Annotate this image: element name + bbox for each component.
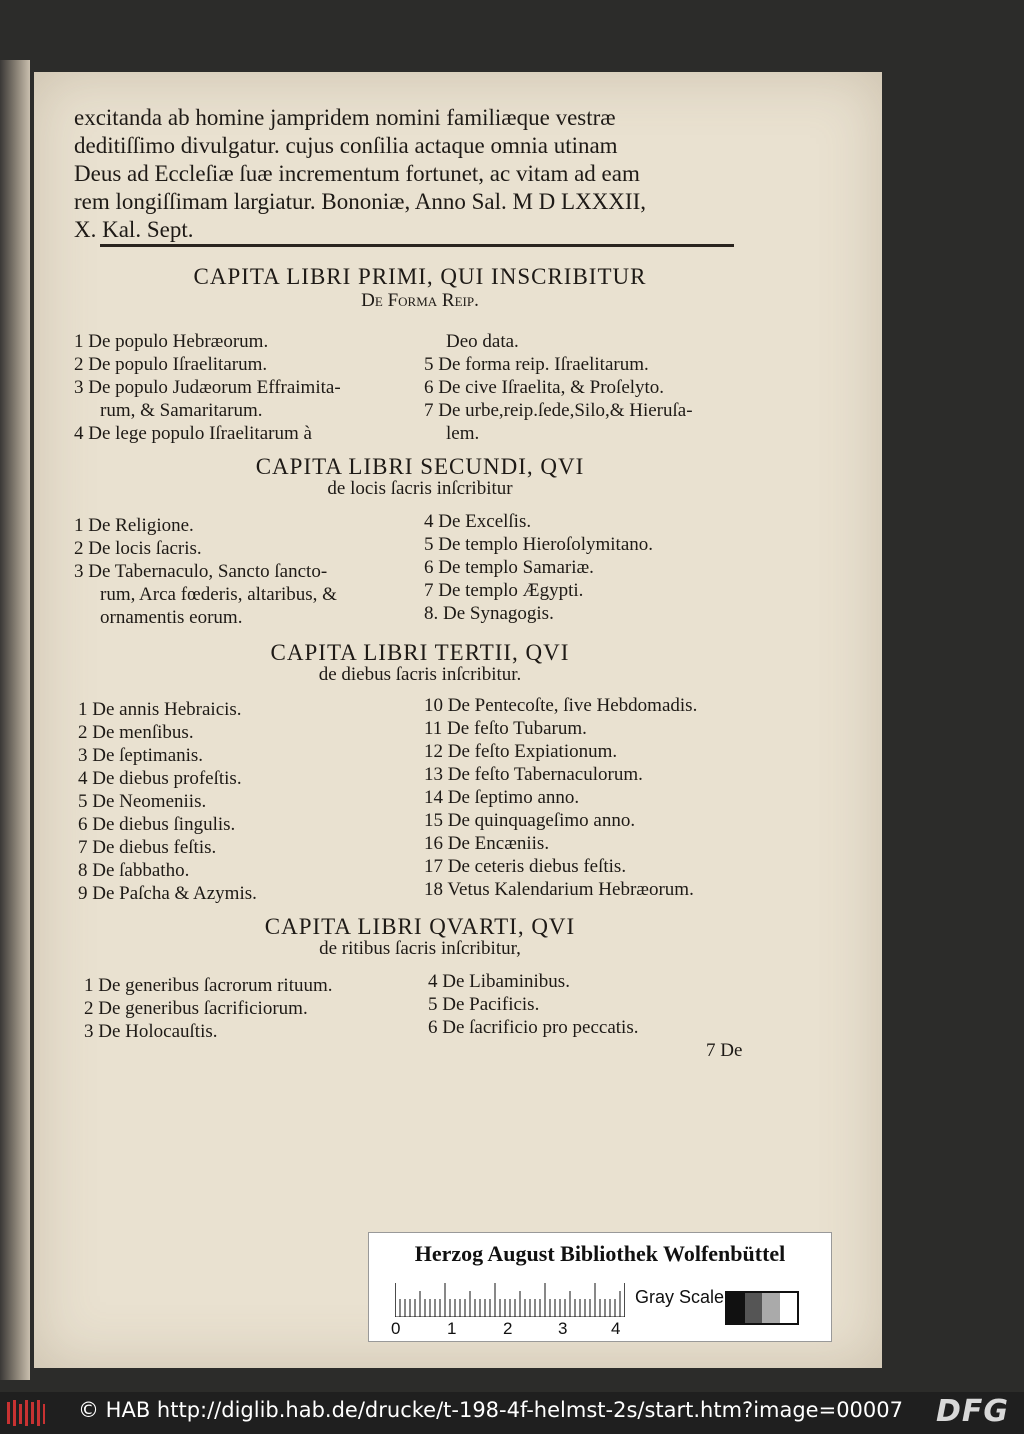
- intro-line: Deus ad Eccleſiæ ſuæ incrementum fortunet, ac vitam ad eam: [74, 161, 640, 186]
- chapter-list-left-book-2: [74, 514, 337, 629]
- chapter-entry: 3 De Holocauſtis.: [84, 1021, 218, 1042]
- chapter-entry: 6 De templo Samariæ.: [424, 557, 594, 578]
- hab-logo-icon: [6, 1398, 46, 1428]
- intro-line: excitanda ab homine jampridem nomini familiæque vestræ: [74, 105, 616, 130]
- chapter-list-left-book-1: [74, 330, 341, 445]
- stamp-title: Herzog August Bibliothek Wolfenbüttel: [414, 1241, 786, 1266]
- chapter-entry: 6 De ſacrificio pro peccatis.: [428, 1017, 639, 1038]
- chapter-entry: 2 De populo Iſraelitarum.: [74, 354, 268, 375]
- chapter-entry: 5 De Neomeniis.: [78, 791, 207, 812]
- chapter-entry: 1 De generibus ſacrorum rituum.: [84, 975, 333, 996]
- grayscale-bar: [725, 1291, 799, 1325]
- chapter-entry: 10 De Pentecoſte, ſive Hebdomadis.: [424, 695, 698, 716]
- chapter-entry: 4 De lege populo Iſraelitarum à: [74, 423, 312, 444]
- section-subheading-book-3: de diebus ſacris inſcribitur.: [318, 664, 522, 685]
- chapter-entry: 5 De Pacificis.: [428, 994, 540, 1015]
- ruler-scale: [395, 1283, 625, 1317]
- chapter-entry: 4 De Excelſis.: [424, 511, 532, 532]
- intro-line: X. Kal. Sept.: [74, 217, 194, 242]
- section-heading-book-1: CAPITA LIBRI PRIMI, QUI INSCRIBITUR: [193, 264, 647, 289]
- dfg-logo: DFG: [936, 1394, 1010, 1429]
- chapter-entry: rum, & Samaritarum.: [100, 400, 263, 421]
- library-stamp: [368, 1232, 832, 1342]
- chapter-entry: 7 De templo Ægypti.: [424, 580, 584, 601]
- chapter-list-left-book-4: [84, 974, 333, 1043]
- chapter-entry: rum, Arca fœderis, altaribus, &: [100, 584, 337, 605]
- chapter-entry: 1 De populo Hebræorum.: [74, 331, 269, 352]
- intro-paragraph: [74, 104, 774, 244]
- copyright-link[interactable]: © HAB http://diglib.hab.de/drucke/t-198-4f-helmst-2s/start.htm?image=00007: [78, 1398, 903, 1422]
- chapter-entry: 5 De templo Hieroſolymitano.: [424, 534, 654, 555]
- chapter-entry: 3 De populo Judæorum Effraimita-: [74, 377, 341, 398]
- section-heading-book-4: CAPITA LIBRI QVARTI, QVI: [264, 914, 576, 939]
- section-subheading-book-4: de ritibus ſacris inſcribitur,: [319, 938, 521, 959]
- chapter-entry: 4 De Libaminibus.: [428, 971, 570, 992]
- chapter-entry: 8 De ſabbatho.: [78, 860, 190, 881]
- chapter-entry: 8. De Synagogis.: [424, 603, 554, 624]
- chapter-list-right-book-4: [428, 970, 638, 1039]
- chapter-entry: 1 De Religione.: [74, 515, 194, 536]
- chapter-entry: 3 De Tabernaculo, Sancto ſancto-: [74, 561, 328, 582]
- ruler-number: 4: [611, 1319, 621, 1338]
- ruler-number: 3: [558, 1319, 568, 1338]
- intro-line: deditiſſimo divulgatur. cujus conſilia actaque omnia utinam: [74, 133, 618, 158]
- chapter-entry: 3 De ſeptimanis.: [78, 745, 204, 766]
- intro-line: rem longiſſimam largiatur. Bononiæ, Anno Sal. M D LXXXII,: [74, 189, 646, 214]
- chapter-entry: 16 De Encæniis.: [424, 833, 550, 854]
- chapter-entry: 7 De diebus feſtis.: [78, 837, 217, 858]
- chapter-list-right-book-1: [424, 330, 693, 445]
- grayscale-swatch: [762, 1293, 780, 1323]
- ruler-number: 1: [447, 1319, 457, 1338]
- chapter-entry: 9 De Paſcha & Azymis.: [78, 883, 257, 904]
- grayscale-swatch: [780, 1293, 798, 1323]
- chapter-entry: 14 De ſeptimo anno.: [424, 787, 580, 808]
- chapter-entry: 6 De cive Iſraelita, & Proſelyto.: [424, 377, 665, 398]
- section-subheading-book-2: de locis ſacris inſcribitur: [327, 478, 513, 499]
- chapter-entry: 12 De feſto Expiationum.: [424, 741, 618, 762]
- chapter-entry: 6 De diebus ſingulis.: [78, 814, 236, 835]
- ruler-number: 0: [391, 1319, 401, 1338]
- book-edge: [0, 60, 30, 1380]
- chapter-list-right-book-3: [424, 694, 697, 901]
- chapter-entry: 2 De menſibus.: [78, 722, 194, 743]
- chapter-entry: 18 Vetus Kalendarium Hebræorum.: [424, 879, 694, 900]
- section-heading-book-3: CAPITA LIBRI TERTII, QVI: [270, 640, 570, 665]
- chapter-entry: 15 De quinquageſimo anno.: [424, 810, 636, 831]
- chapter-entry: 2 De generibus ſacrificiorum.: [84, 998, 308, 1019]
- chapter-entry: 13 De feſto Tabernaculorum.: [424, 764, 643, 785]
- chapter-entry: 5 De forma reip. Iſraelitarum.: [424, 354, 649, 375]
- chapter-entry: lem.: [446, 423, 480, 444]
- chapter-entry: 4 De diebus profeſtis.: [78, 768, 242, 789]
- grayscale-label: Gray Scale: [635, 1287, 725, 1307]
- chapter-entry: 7 De urbe,reip.ſede,Silo,& Hieruſa-: [424, 400, 693, 421]
- chapter-entry: ornamentis eorum.: [100, 607, 243, 628]
- section-heading-book-2: CAPITA LIBRI SECUNDI, QVI: [255, 454, 585, 479]
- chapter-entry: 1 De annis Hebraicis.: [78, 699, 242, 720]
- chapter-entry: Deo data.: [446, 331, 519, 352]
- grayscale-swatch: [727, 1293, 745, 1323]
- chapter-list-right-book-2: [424, 510, 653, 625]
- grayscale-swatch: [745, 1293, 763, 1323]
- chapter-entry: 11 De feſto Tubarum.: [424, 718, 587, 739]
- viewer-footer: [0, 1392, 1024, 1434]
- chapter-entry: 2 De locis ſacris.: [74, 538, 202, 559]
- section-divider-rule: [100, 244, 734, 247]
- section-subheading-book-1: De Forma Reip.: [361, 290, 479, 311]
- chapter-entry: 17 De ceteris diebus feſtis.: [424, 856, 627, 877]
- ruler-number: 2: [503, 1319, 513, 1338]
- catchword: 7 De: [706, 1040, 743, 1061]
- chapter-list-left-book-3: [78, 698, 257, 905]
